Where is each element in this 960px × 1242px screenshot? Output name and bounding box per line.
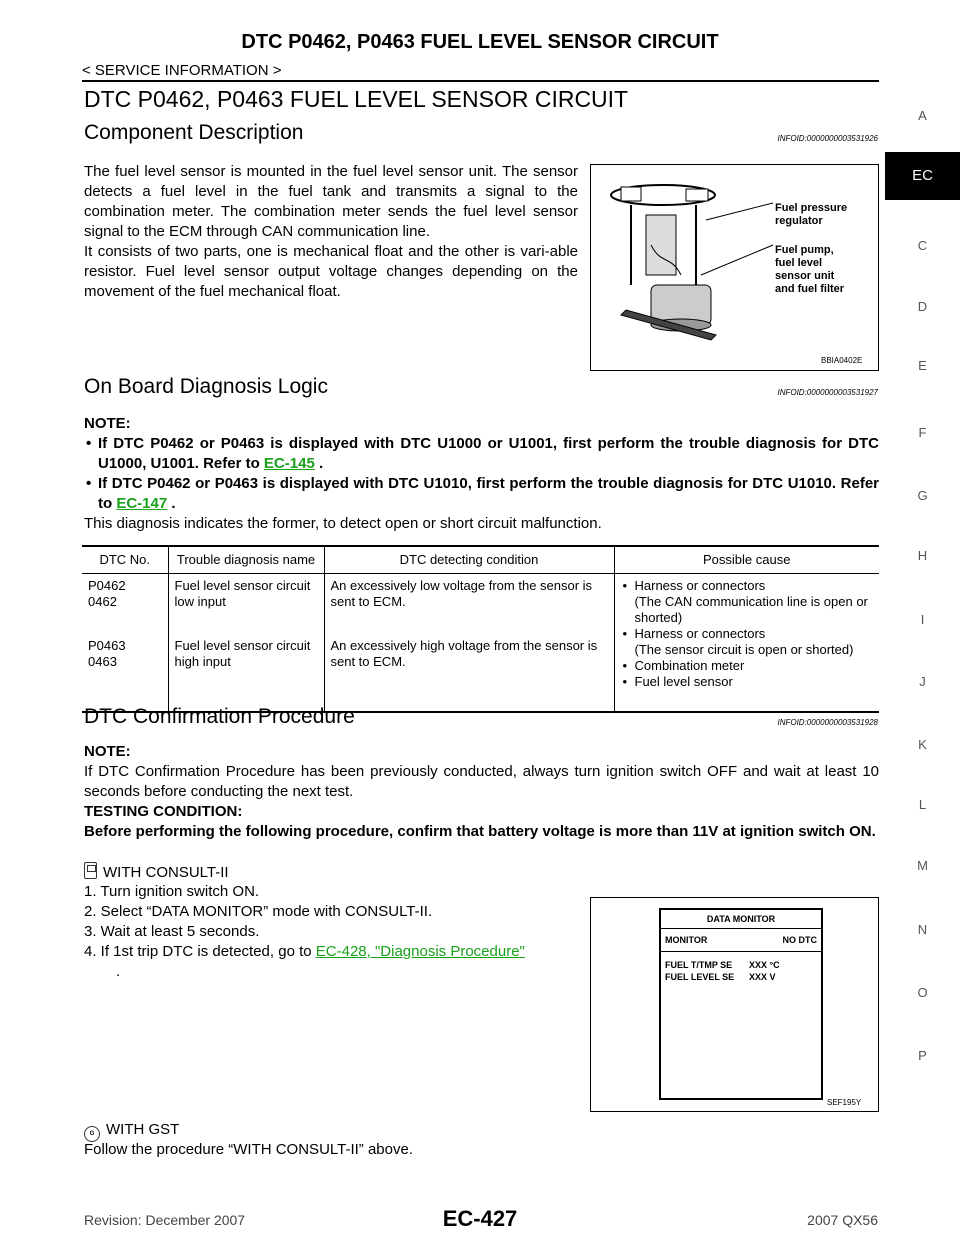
label-fuel-filter: and fuel filter — [775, 283, 845, 295]
data-monitor-figure — [590, 897, 879, 1112]
cause-item: • Harness or connectors — [621, 578, 874, 594]
step-2: 2. Select “DATA MONITOR” mode with CONSULT-II. — [84, 903, 433, 920]
section-label: < SERVICE INFORMATION > — [82, 62, 282, 79]
monitor-row — [661, 952, 821, 970]
obd-infoid: INFOID:0000000003531927 — [777, 388, 878, 397]
component-heading: Component Description — [84, 121, 304, 144]
cause-item: • Fuel level sensor — [621, 674, 874, 690]
confirm-notes — [84, 742, 879, 842]
figure-code: SEF195Y — [827, 1098, 862, 1107]
table-row — [82, 574, 879, 626]
side-index-n[interactable]: N — [917, 922, 928, 937]
page-number: EC-427 — [442, 1206, 518, 1231]
label-fuel-pressure: Fuel pressure — [775, 202, 848, 214]
cause-item: • Combination meter — [621, 658, 874, 674]
page-title: DTC P0462, P0463 FUEL LEVEL SENSOR CIRCUIT — [84, 86, 629, 112]
side-index-k[interactable]: K — [918, 737, 927, 752]
side-index-i[interactable]: I — [920, 612, 925, 627]
dtc-code: P0462 — [88, 578, 126, 593]
label-sensor-unit: sensor unit — [775, 270, 835, 282]
dtc-code: P0463 — [88, 637, 126, 653]
label-regulator: regulator — [775, 215, 823, 227]
link-ec-147[interactable]: EC-147 — [116, 495, 168, 512]
side-index-h[interactable]: H — [917, 548, 928, 563]
step-4-end: . — [116, 963, 121, 980]
step-4-text: 4. If 1st trip DTC is detected, go to — [84, 943, 316, 960]
condition-cell: An excessively high voltage from the sensor is sent to ECM. — [324, 626, 614, 712]
obd-bullet-2-end: . — [167, 495, 176, 512]
fuel-sensor-unit-figure — [590, 164, 879, 371]
obd-bullet-1 — [84, 434, 879, 474]
side-index-g[interactable]: G — [917, 488, 928, 503]
figure-code: BBIA0402E — [821, 356, 863, 365]
side-index-e[interactable]: E — [918, 358, 927, 373]
confirm-note-label: NOTE: — [84, 743, 131, 760]
footer-model: 2007 QX56 — [807, 1212, 878, 1228]
gst-heading-row — [84, 1120, 179, 1142]
monitor-row-value: XXX V — [749, 972, 776, 982]
col-trouble-name: Trouble diagnosis name — [168, 546, 324, 574]
testing-condition-label: TESTING CONDITION: — [84, 803, 243, 820]
consult-heading: WITH CONSULT-II — [103, 864, 229, 881]
condition-cell: An excessively low voltage from the sensor is sent to ECM. — [324, 574, 614, 626]
step-4 — [84, 942, 582, 962]
link-ec-428[interactable]: EC-428, "Diagnosis Procedure" — [315, 943, 525, 960]
component-para-2: It consists of two parts, one is mechanical float and the other is vari-able resistor. Fuel level sensor output voltage changes depending on the movement of the fuel mechanical float. — [84, 243, 578, 300]
confirm-infoid: INFOID:0000000003531928 — [777, 718, 878, 727]
consult-icon — [84, 862, 97, 879]
table-header-row — [82, 546, 879, 574]
label-fuel-level: fuel level — [775, 257, 823, 269]
gst-icon: G — [84, 1126, 100, 1142]
confirm-note-text: If DTC Confirmation Procedure has been previously conducted, always turn ignition switch OFF and wait at least 10 seconds before conducting the next test. — [84, 763, 879, 800]
fuel-sensor-unit-illustration — [591, 165, 878, 370]
dtc-code-alt: 0463 — [88, 653, 117, 669]
side-index-p[interactable]: P — [918, 1048, 927, 1063]
data-monitor-screen — [659, 908, 823, 1100]
col-detecting-condition: DTC detecting condition — [324, 546, 614, 574]
side-index-m[interactable]: M — [917, 858, 928, 873]
side-index-f[interactable]: F — [918, 425, 927, 440]
dtc-table — [82, 545, 879, 713]
monitor-row-name: FUEL T/TMP SE — [665, 960, 733, 970]
obd-heading: On Board Diagnosis Logic — [84, 375, 328, 398]
obd-bullet-1-text: If DTC P0462 or P0463 is displayed with DTC U1000 or U1001, first perform the trouble diagnosis for DTC U1000, U1001. Refer to — [98, 435, 879, 472]
monitor-title: DATA MONITOR — [661, 910, 821, 929]
link-ec-145[interactable]: EC-145 — [263, 455, 315, 472]
obd-notes — [84, 414, 879, 534]
dtc-code-alt: 0462 — [88, 594, 117, 609]
name-cell: Fuel level sensor circuit high input — [168, 626, 324, 712]
dtc-cell — [82, 626, 168, 712]
header-rule — [82, 80, 879, 82]
monitor-col-nodtc: NO DTC — [782, 935, 817, 945]
side-index-a[interactable]: A — [918, 108, 927, 123]
side-index-j[interactable]: J — [919, 674, 926, 689]
cause-item: • Harness or connectors — [621, 626, 874, 642]
side-index-o[interactable]: O — [917, 985, 928, 1000]
obd-note-label: NOTE: — [84, 415, 131, 432]
footer-revision: Revision: December 2007 — [84, 1212, 246, 1228]
component-para-1: The fuel level sensor is mounted in the fuel level sensor unit. The sensor detects a fuel level in the fuel tank and transmits a signal to the combination meter. The combination meter sends the fuel level sensor signal to the ECM through CAN communication line. — [84, 163, 578, 240]
monitor-row-name: FUEL LEVEL SE — [665, 972, 735, 982]
side-index-d[interactable]: D — [917, 299, 928, 314]
consult-heading-row — [84, 862, 229, 883]
component-infoid: INFOID:0000000003531926 — [777, 134, 878, 143]
name-cell: Fuel level sensor circuit low input — [168, 574, 324, 626]
cause-detail: (The sensor circuit is open or shorted) — [634, 642, 854, 657]
step-3: 3. Wait at least 5 seconds. — [84, 923, 260, 940]
gst-heading: WITH GST — [106, 1121, 180, 1138]
obd-bullet-1-end: . — [314, 455, 324, 472]
confirm-heading: DTC Confirmation Procedure — [84, 705, 355, 728]
obd-summary: This diagnosis indicates the former, to detect open or short circuit malfunction. — [84, 515, 602, 532]
obd-bullet-2 — [84, 474, 879, 514]
monitor-row — [661, 970, 821, 984]
col-dtc-no: DTC No. — [82, 546, 168, 574]
col-possible-cause: Possible cause — [614, 546, 879, 574]
side-index-c[interactable]: C — [917, 238, 928, 253]
monitor-col-monitor: MONITOR — [665, 935, 708, 945]
step-1: 1. Turn ignition switch ON. — [84, 883, 260, 900]
obd-bullet-2-text: If DTC P0462 or P0463 is displayed with DTC U1010, first perform the trouble diagnosis for DTC U1010. Refer to — [98, 475, 879, 512]
dtc-cell — [82, 574, 168, 626]
component-description — [84, 162, 578, 302]
testing-condition-text: Before performing the following procedure, confirm that battery voltage is more than 11V at ignition switch ON. — [84, 823, 876, 840]
side-index-l[interactable]: L — [918, 797, 927, 812]
consult-steps — [84, 882, 582, 982]
gst-text: Follow the procedure “WITH CONSULT-II” above. — [84, 1141, 413, 1158]
monitor-row-value: XXX °C — [749, 960, 780, 970]
header-title: DTC P0462, P0463 FUEL LEVEL SENSOR CIRCUIT — [241, 31, 719, 53]
label-fuel-pump: Fuel pump, — [775, 244, 834, 256]
cause-detail: (The CAN communication line is open or shorted) — [634, 594, 868, 625]
monitor-header — [661, 929, 821, 952]
cause-cell — [614, 574, 879, 712]
side-index-ec[interactable]: EC — [885, 152, 960, 200]
